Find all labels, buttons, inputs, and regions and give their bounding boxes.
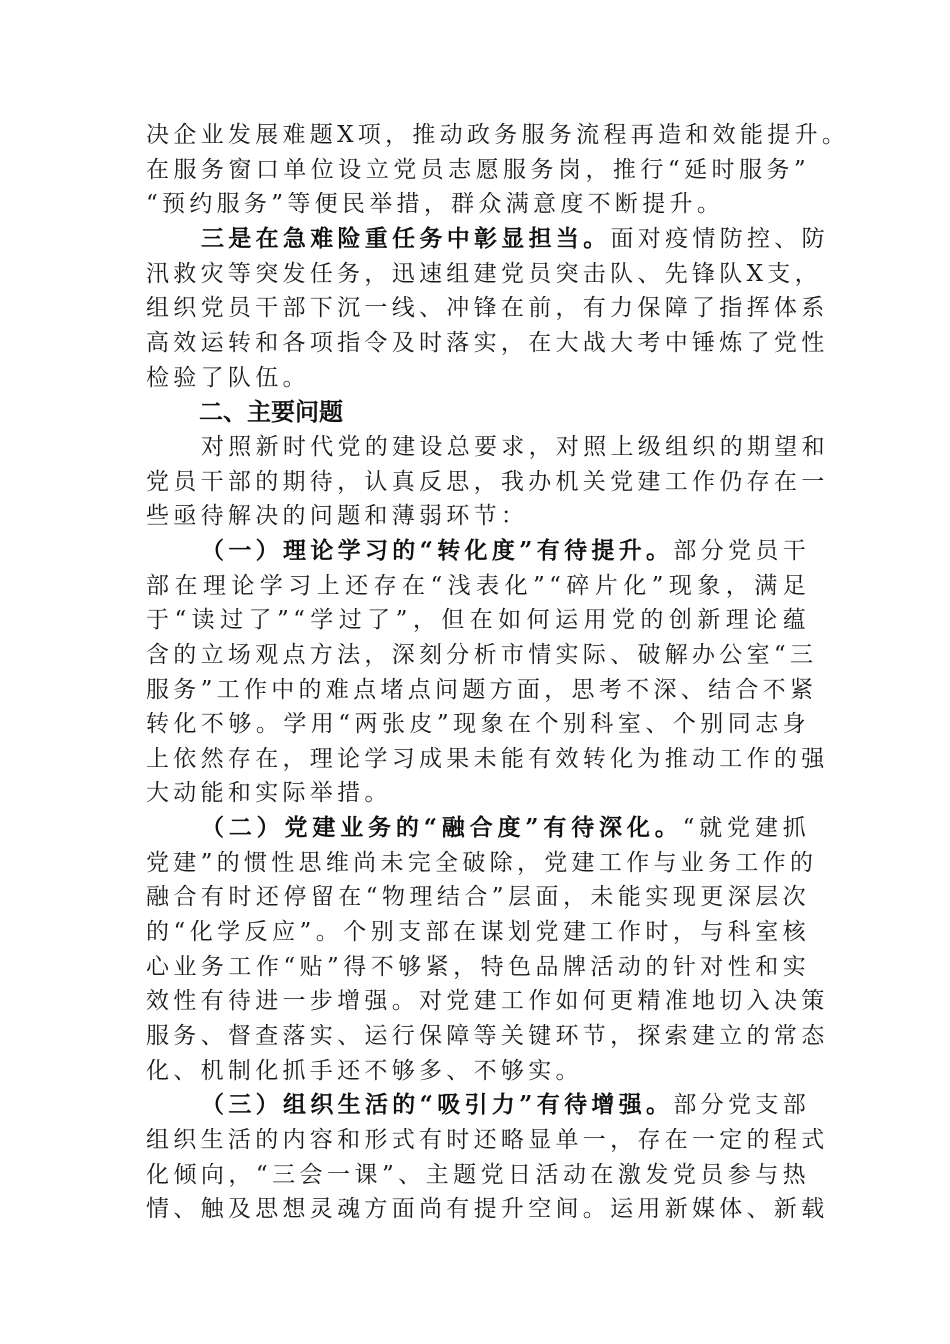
text-run: 面对疫情防控、防 [610,225,829,252]
issue-paragraph-3 [146,1088,829,1227]
text-line: 党建”的惯性思维尚未完全破除，党建工作与业务工作的 [146,849,818,876]
text-line [146,222,829,257]
text-line: 服务、督查落实、运行保障等关键环节，探索建立的常态 [146,1023,829,1050]
text-line: 大动能和实际举措。 [146,780,392,807]
text-line: 决企业发展难题X项，推动政务服务流程再造和效能提升。 [146,122,850,148]
paragraph-lead-heading: 三是在急难险重任务中彰显担当。 [201,224,611,252]
text-line: 上依然存在，理论学习成果未能有效转化为推动工作的强 [146,745,829,772]
text-line: 检验了队伍。 [146,364,310,391]
text-run: 部分党员干 [673,537,811,564]
text-line: 汛救灾等突发任务，迅速组建党员突击队、先锋队X支， [146,260,822,287]
text-line: 服务”工作中的难点堵点问题方面，思考不深、结合不紧 [146,676,818,703]
text-line: 化、机制化抓手还不够多、不够实。 [146,1057,583,1084]
document-page [146,118,850,1227]
text-run: 部分党支部 [673,1092,811,1119]
text-line: 组织党员干部下沉一线、冲锋在前，有力保障了指挥体系 [146,295,829,322]
issue-title: （二）党建业务的“融合度”有待深化。 [201,814,683,842]
issue-title: （三）组织生活的“吸引力”有待增强。 [201,1091,674,1119]
text-line: 融合有时还停留在“物理结合”层面，未能实现更深层次 [146,884,810,911]
text-line: 高效运转和各项指令及时落实，在大战大考中锤炼了党性 [146,329,829,356]
text-line [146,534,810,569]
text-line: 对照新时代党的建设总要求，对照上级组织的期望和 [201,433,829,460]
text-line: 在服务窗口单位设立党员志愿服务岗，推行“延时服务” [146,156,810,183]
text-line: “预约服务”等便民举措，群众满意度不断提升。 [146,191,725,218]
text-line: 转化不够。学用“两张皮”现象在个别科室、个别同志身 [146,711,810,738]
text-line: 心业务工作“贴”得不够紧，特色品牌活动的针对性和实 [146,953,810,980]
text-line: 党员干部的期待，认真反思，我办机关党建工作仍存在一 [146,468,829,495]
text-line: 含的立场观点方法，深刻分析市情实际、破解办公室“三 [146,641,818,668]
issue-title: （一）理论学习的“转化度”有待提升。 [201,536,674,564]
text-line: 化倾向，“三会一课”、主题党日活动在激发党员参与热 [146,1161,810,1188]
text-run: “就党建抓 [682,815,810,842]
section-heading: 二、主要问题 [199,398,343,427]
issue-paragraph-1 [146,534,829,811]
text-line [146,1088,810,1123]
text-line: 些亟待解决的问题和薄弱环节： [146,503,529,530]
paragraph-continuation [146,118,850,222]
text-line [146,811,810,846]
text-line: 组织生活的内容和形式有时还略显单一，存在一定的程式 [146,1127,829,1154]
text-line: 部在理论学习上还存在“浅表化”“碎片化”现象，满足 [146,572,810,599]
paragraph-intro [146,430,829,534]
paragraph-third-point [146,222,829,395]
issue-paragraph-2 [146,811,829,1088]
text-line: 情、触及思想灵魂方面尚有提升空间。运用新媒体、新载 [146,1196,829,1223]
text-line: 的“化学反应”。个别支部在谋划党建工作时，与科室核 [146,919,810,946]
text-line: 效性有待进一步增强。对党建工作如何更精准地切入决策 [146,988,829,1015]
text-line: 于“读过了”“学过了”，但在如何运用党的创新理论蕴 [146,607,810,634]
